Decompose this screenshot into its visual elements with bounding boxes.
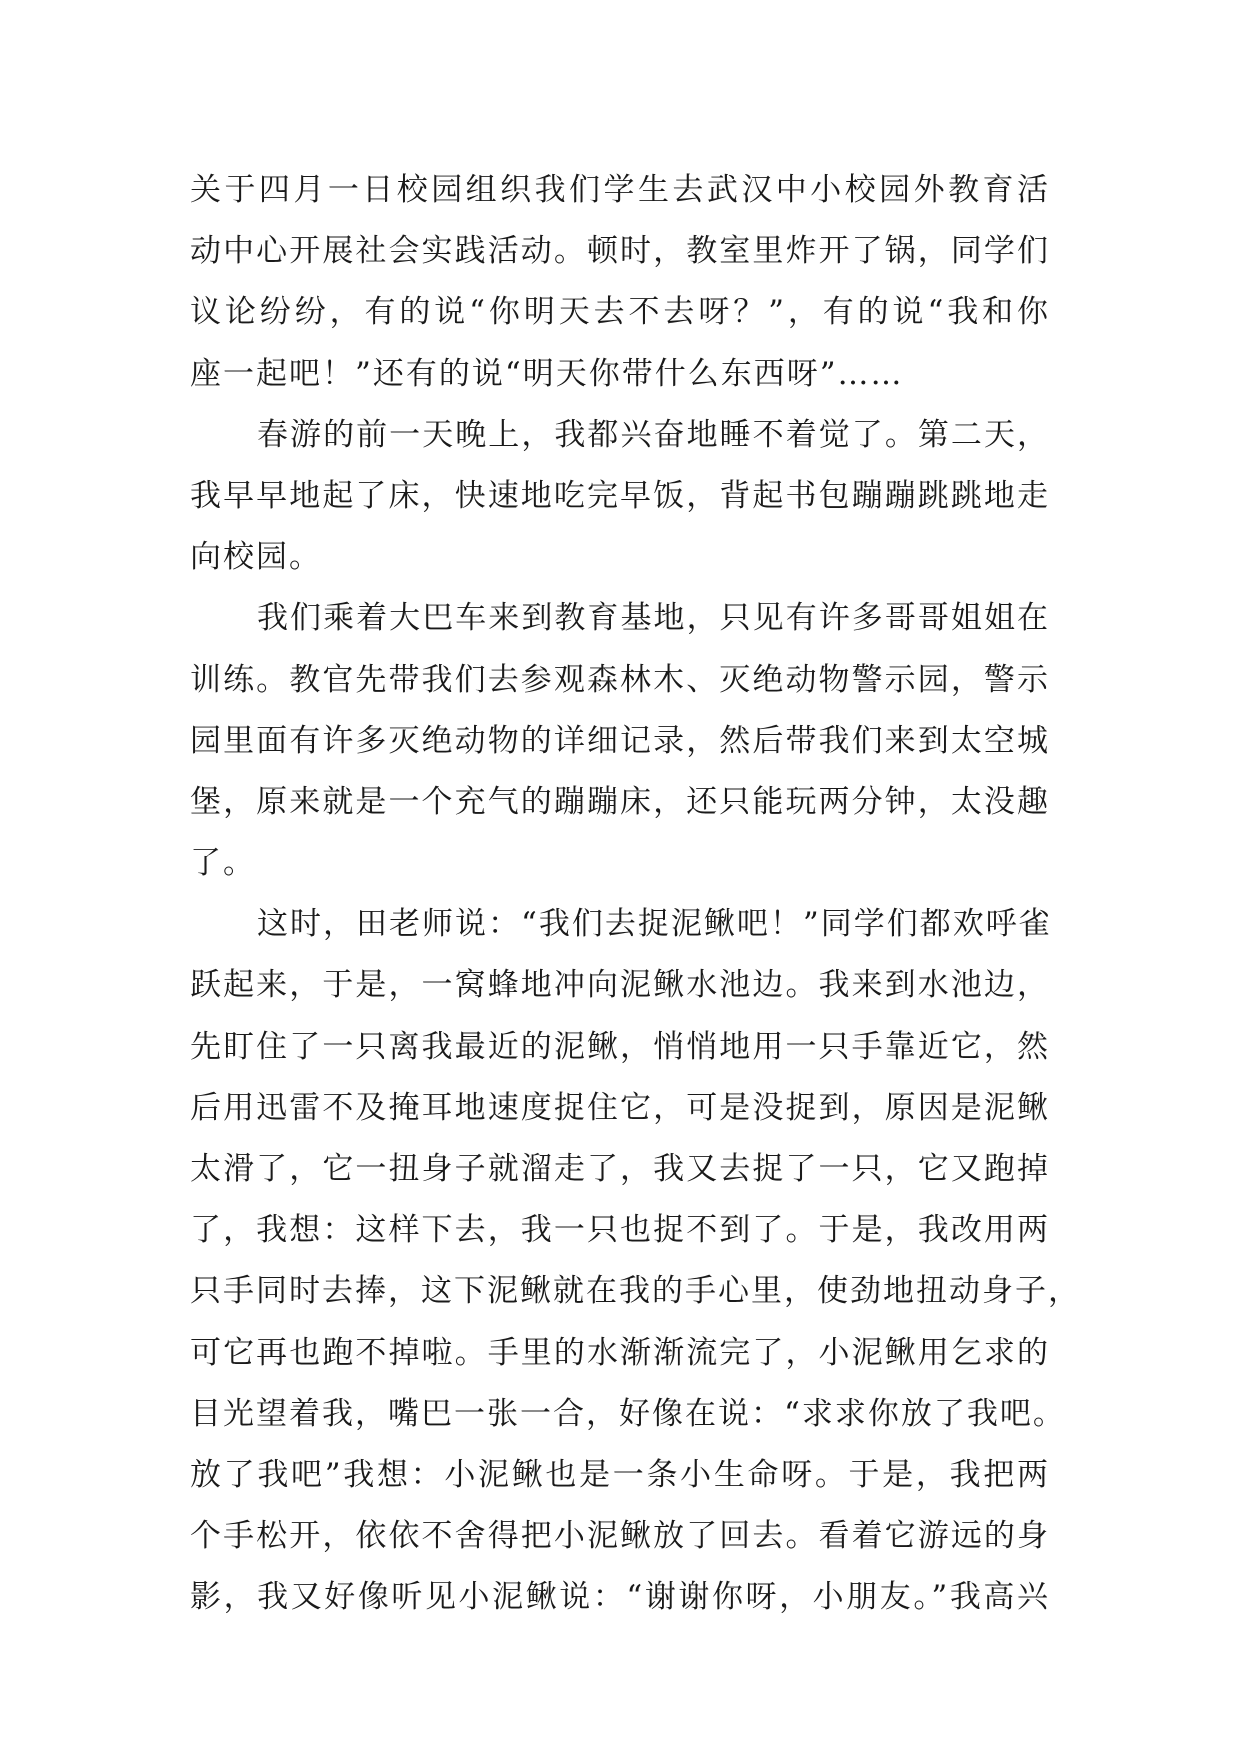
text-line: 向校园。	[190, 539, 322, 576]
text-line: 目光望着我，嘴巴一张一合，好像在说：“求求你放了我吧。	[190, 1395, 1066, 1432]
text-line: 了。	[190, 845, 256, 882]
text-line: 先盯住了一只离我最近的泥鳅，悄悄地用一只手靠近它，然	[190, 1028, 1050, 1065]
text-line: 太滑了，它一扭身子就溜走了，我又去捉了一只，它又跑掉	[190, 1151, 1050, 1187]
text-line: 放了我吧”我想：小泥鳅也是一条小生命呀。于是，我把两	[190, 1456, 1050, 1493]
text-line: 可它再也跑不掉啦。手里的水渐渐流完了，小泥鳅用乞求的	[190, 1334, 1050, 1371]
text-line: 训练。教官先带我们去参观森林木、灭绝动物警示园，警示	[190, 661, 1050, 698]
text-line: 园里面有许多灭绝动物的详细记录，然后带我们来到太空城	[190, 722, 1050, 759]
text-line: 了，我想：这样下去，我一只也捉不到了。于是，我改用两	[190, 1212, 1050, 1249]
text-line: 个手松开，依依不舍得把小泥鳅放了回去。看着它游远的身	[190, 1518, 1050, 1555]
paragraph-first-line: 这时，田老师说：“我们去捉泥鳅吧！”同学们都欢呼雀	[257, 906, 1052, 943]
text-line: 后用迅雷不及掩耳地速度捉住它，可是没捉到，原因是泥鳅	[190, 1089, 1050, 1126]
text-line: 堡，原来就是一个充气的蹦蹦床，还只能玩两分钟，太没趣	[190, 783, 1050, 820]
paragraph-first-line: 春游的前一天晚上，我都兴奋地睡不着觉了。第二天，	[257, 416, 1050, 453]
text-line: 关于四月一日校园组织我们学生去武汉中小校园外教育活	[190, 172, 1050, 208]
text-line: 只手同时去捧，这下泥鳅就在我的手心里，使劲地扭动身子，	[190, 1273, 1081, 1310]
text-line: 我早早地起了床，快速地吃完早饭，背起书包蹦蹦跳跳地走	[190, 477, 1050, 514]
text-line: 影，我又好像听见小泥鳅说：“谢谢你呀，小朋友。”我高兴	[190, 1579, 1050, 1616]
text-line: 动中心开展社会实践活动。顿时，教室里炸开了锅，同学们	[190, 233, 1050, 270]
text-line: 议论纷纷，有的说“你明天去不去呀？”，有的说“我和你	[190, 294, 1050, 331]
body-text	[190, 160, 1081, 1629]
text-line: 座一起吧！”还有的说“明天你带什么东西呀”……	[190, 355, 904, 392]
paragraph-first-line: 我们乘着大巴车来到教育基地，只见有许多哥哥姐姐在	[257, 600, 1050, 637]
text-line: 跃起来，于是，一窝蜂地冲向泥鳅水池边。我来到水池边，	[190, 967, 1050, 1004]
